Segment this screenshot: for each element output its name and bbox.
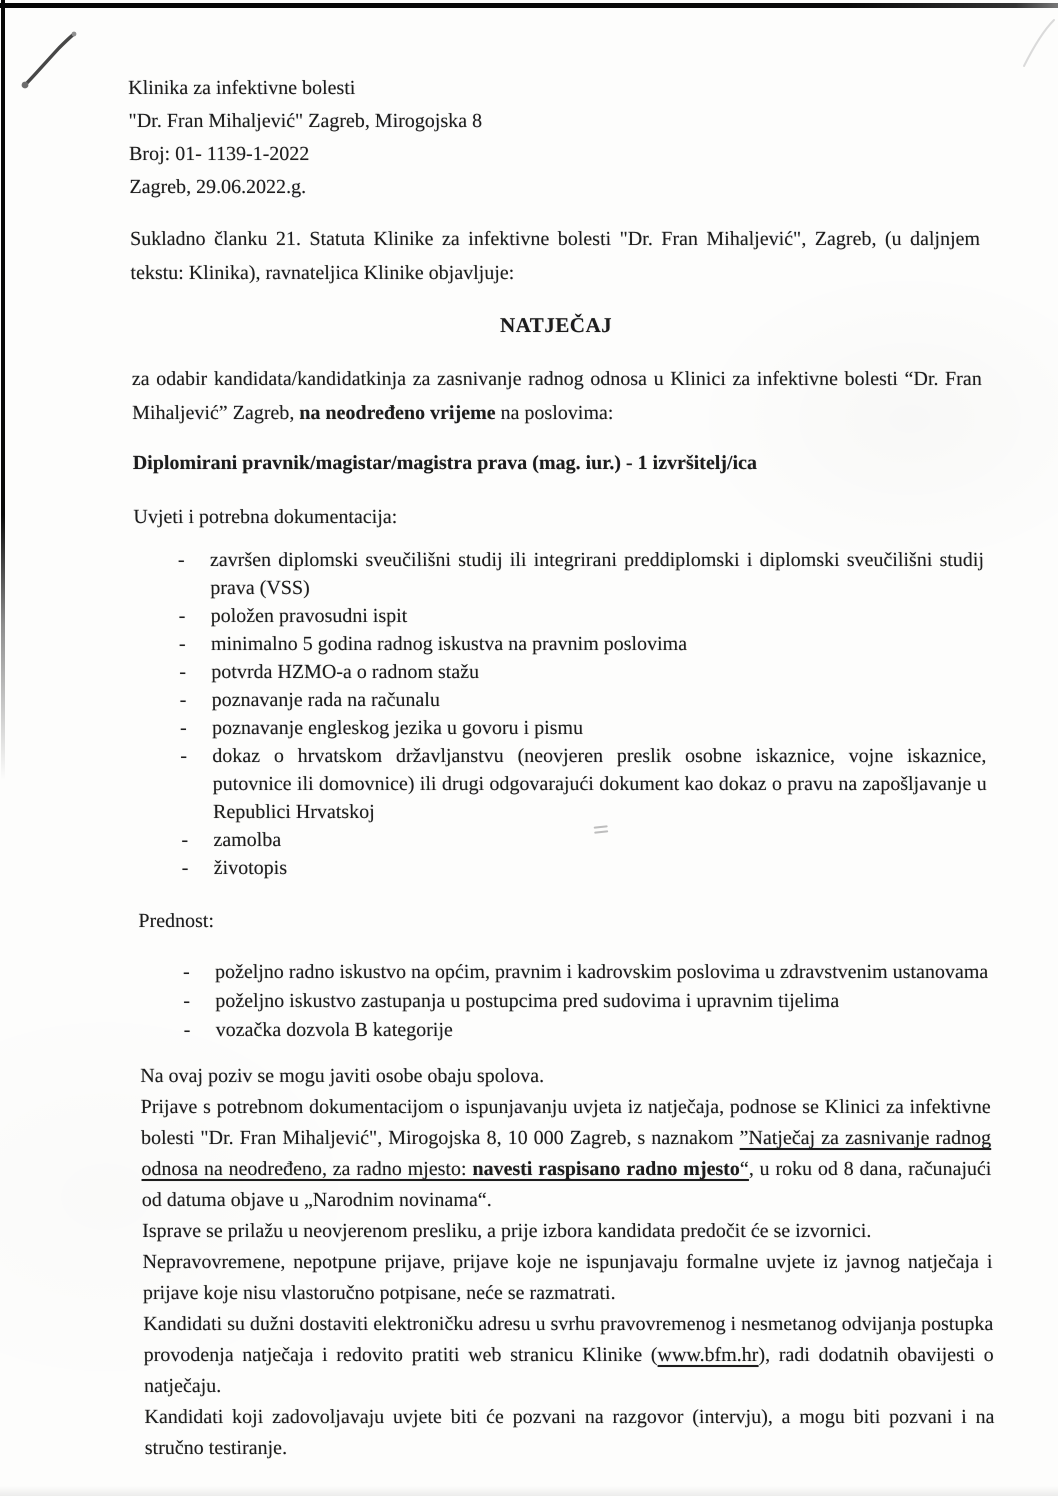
list-item (136, 686, 986, 714)
requirements-list (134, 546, 988, 882)
requirement-text: poznavanje engleskog jezika u govoru i pismu (211, 717, 584, 739)
pen-mark (16, 26, 100, 98)
list-item (135, 658, 985, 686)
website-paragraph (143, 1309, 994, 1402)
list-item (136, 714, 986, 742)
intro-paragraph: Sukladno članku 21. Statuta Klinike za infektivne bolesti "Dr. Fran Mihaljević", Zagreb, (u daljnjem tekstu: Klinika), ravnateljica Klinike objavljuje: (129, 228, 981, 284)
advantage-label: Prednost: (138, 910, 215, 932)
interview-note: Kandidati koji zadovoljavaju uvjete biti će pozvani na razgovor (intervju), a mogu biti pozvani i na stručno testiranje. (144, 1406, 995, 1459)
purpose-text-post: na poslovima: (495, 402, 614, 424)
closing-block (140, 1061, 995, 1464)
website-text-post: ), radi dodatnih obavijesti o natječaju. (143, 1344, 994, 1397)
requirement-text: životopis (213, 857, 288, 879)
dash-marker: - (181, 857, 189, 879)
doc-date: Zagreb, 29.06.2022.g. (129, 176, 307, 198)
advantage-text: poželjno radno iskustvo na općim, pravnim i kadrovskim poslovima u zdravstvenim ustanovama (214, 961, 989, 983)
application-paragraph (140, 1092, 992, 1216)
doc-number: Broj: 01- 1139-1-2022 (128, 143, 310, 165)
letterhead (128, 72, 980, 204)
advantage-text: poželjno iskustvo zastupanja u postupcima pred sudovima i upravnim tijelima (215, 990, 840, 1012)
dash-marker: - (183, 1019, 191, 1041)
purpose-text-bold: na neodređeno vrijeme (299, 402, 496, 424)
eligibility-note: Na ovaj poziv se mogu javiti osobe obaju spolova. (140, 1065, 545, 1087)
list-item (134, 546, 985, 602)
list-item (139, 987, 989, 1016)
scan-edge-top (0, 3, 1058, 8)
website-text-pre: Kandidati su dužni dostaviti elektroničku adresu u svrhu pravovremenog i nesmetanog odvijanja postupka provodenja natječaja i redovito pratiti web stranicu Klinike ( (143, 1313, 994, 1366)
scan-edge-bottom (0, 1486, 1058, 1496)
requirement-text: zamolba (213, 829, 282, 851)
requirement-text: minimalno 5 godina radnog iskustva na pravnim poslovima (210, 633, 688, 655)
advantage-text: vozačka dozvola B kategorije (215, 1019, 453, 1041)
requirement-text: završen diplomski sveučilišni studij ili integrirani preddiplomski i diplomski sveučilišni studij prava (VSS) (209, 549, 985, 599)
requirement-text: dokaz o hrvatskom državljanstvu (neovjeren preslik osobne iskaznice, vojne iskaznice, putovnice ili domovnice) ili drugi odgovarajući dokument kao dokaz o pravu na zapošljavanje u Republici Hrvatskoj (212, 745, 987, 823)
document-content (128, 72, 995, 1464)
requirement-text: potvrda HZMO-a o radnom stažu (211, 661, 480, 683)
application-subject-underlined: ”Natječaj za zasnivanje radnog odnosa na neodređeno, za radno mjesto: (141, 1127, 992, 1180)
list-item (134, 602, 984, 630)
purpose-text-pre: za odabir kandidata/kandidatkinja za zasnivanje radnog odnosa u Klinici za infektivne bolesti “Dr. Fran Mihaljević” Zagreb, (131, 368, 982, 424)
org-name: Klinika za infektivne bolesti (128, 77, 356, 99)
application-subject-endquote: “ (739, 1158, 749, 1180)
document-title: NATJEČAJ (499, 313, 613, 337)
requirement-text: položen pravosudni ispit (210, 605, 408, 627)
org-address: "Dr. Fran Mihaljević" Zagreb, Mirogojska 8 (128, 110, 483, 132)
position-heading: Diplomirani pravnik/magistar/magistra prava (mag. iur.) - 1 izvršitelj/ica (132, 452, 758, 474)
requirement-text: poznavanje rada na računalu (211, 689, 441, 711)
advantages-list (139, 958, 990, 1045)
list-item (136, 742, 987, 826)
list-item (135, 630, 985, 658)
list-item (140, 1016, 990, 1045)
list-item (137, 826, 987, 854)
application-text-post: , u roku od 8 dana, računajući od datuma objave u „Narodnim novinama“. (141, 1158, 992, 1211)
corner-scratch (1020, 16, 1056, 70)
dash-marker: - (180, 745, 188, 767)
dash-marker: - (181, 829, 189, 851)
dash-marker: - (182, 961, 190, 983)
dash-marker: - (183, 990, 191, 1012)
dash-marker: - (177, 549, 185, 571)
originals-note: Isprave se prilažu u neovjerenom presliku, a prije izbora kandidata predočit će se izvornici. (142, 1220, 872, 1242)
invalid-applications-note: Nepravovremene, nepotpune prijave, prijave koje ne ispunjavaju formalne uvjete iz javnog natječaja i prijave koje nisu vlastoručno potpisane, neće se razmatrati. (142, 1251, 993, 1304)
dash-marker: - (178, 605, 186, 627)
dash-marker: - (179, 689, 187, 711)
requirements-label: Uvjeti i potrebna dokumentacija: (133, 506, 398, 528)
purpose-paragraph (132, 362, 983, 430)
dash-marker: - (179, 661, 187, 683)
dash-marker: - (179, 717, 187, 739)
list-item (139, 958, 989, 987)
scan-edge-left (1, 0, 5, 780)
website-link: www.bfm.hr (657, 1344, 759, 1366)
application-text-pre: Prijave s potrebnom dokumentacijom o ispunjavanju uvjeta iz natječaja, podnose se Klinici za infektivne bolesti "Dr. Fran Mihaljević", Mirogojska 8, 10 000 Zagreb, s naznakom (140, 1096, 991, 1149)
application-subject-bold: navesti raspisano radno mjesto (472, 1158, 741, 1180)
list-item (138, 854, 988, 882)
dash-marker: - (178, 633, 186, 655)
